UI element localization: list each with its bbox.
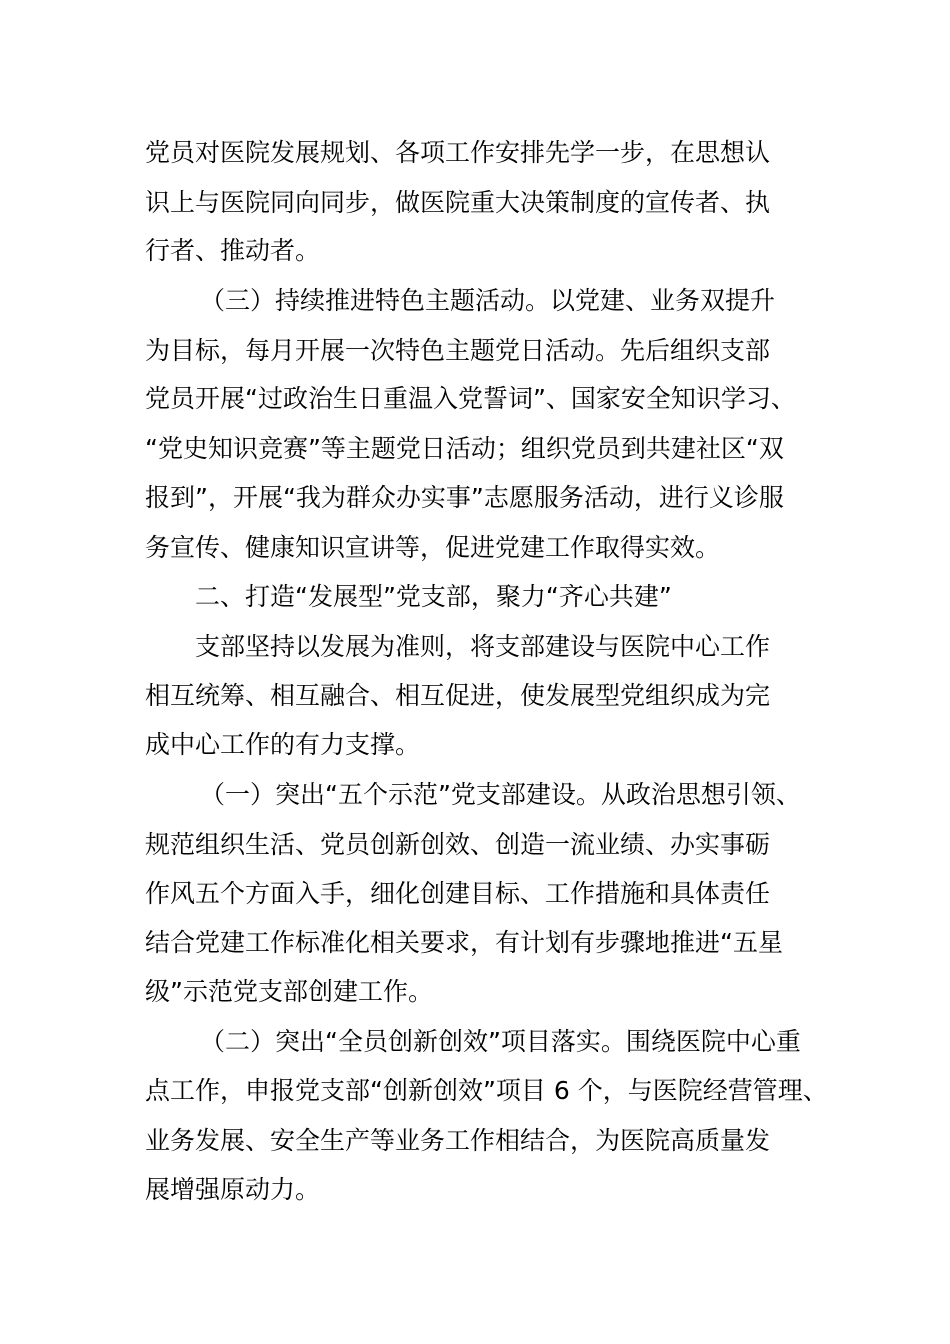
body-line: 级”示范党支部创建工作。: [145, 977, 433, 1006]
body-line: 党员开展“过政治生日重温入党誓词”、国家安全知识学习、: [145, 384, 796, 413]
body-line: 业务发展、安全生产等业务工作相结合，为医院高质量发: [145, 1126, 771, 1155]
section-heading-3: （三）持续推进特色主题活动。以党建、业务双提升: [200, 286, 776, 315]
body-line: 支部坚持以发展为准则，将支部建设与医院中心工作: [195, 632, 771, 661]
section-heading-1: （一）突出“五个示范”党支部建设。从政治思想引领、: [200, 780, 801, 809]
body-line: 作风五个方面入手，细化创建目标、工作措施和具体责任: [145, 879, 771, 908]
body-line: 相互统筹、相互融合、相互促进，使发展型党组织成为完: [145, 681, 771, 710]
body-line: “党史知识竞赛”等主题党日活动；组织党员到共建社区“双: [145, 434, 784, 463]
body-line: 点工作，申报党支部“创新创效”项目 6 个，与医院经营管理、: [145, 1076, 828, 1105]
body-line: 规范组织生活、党员创新创效、创造一流业绩、办实事砺: [145, 830, 771, 859]
body-line: 成中心工作的有力支撑。: [145, 730, 421, 759]
body-line: 展增强原动力。: [145, 1175, 321, 1204]
body-line: 为目标，每月开展一次特色主题党日活动。先后组织支部: [145, 336, 771, 365]
body-line: 识上与医院同向同步，做医院重大决策制度的宣传者、执: [145, 188, 771, 217]
section-heading-2: 二、打造“发展型”党支部，聚力“齐心共建”: [195, 582, 672, 611]
body-line: 报到”，开展“我为群众办实事”志愿服务活动，进行义诊服: [145, 483, 784, 512]
body-line: 结合党建工作标准化相关要求，有计划有步骤地推进“五星: [145, 928, 783, 957]
body-line: 务宣传、健康知识宣讲等，促进党建工作取得实效。: [145, 533, 721, 562]
section-heading-2b: （二）突出“全员创新创效”项目落实。围绕医院中心重: [200, 1027, 801, 1056]
body-line: 行者、推动者。: [145, 236, 321, 265]
body-line: 党员对医院发展规划、各项工作安排先学一步，在思想认: [145, 138, 771, 167]
